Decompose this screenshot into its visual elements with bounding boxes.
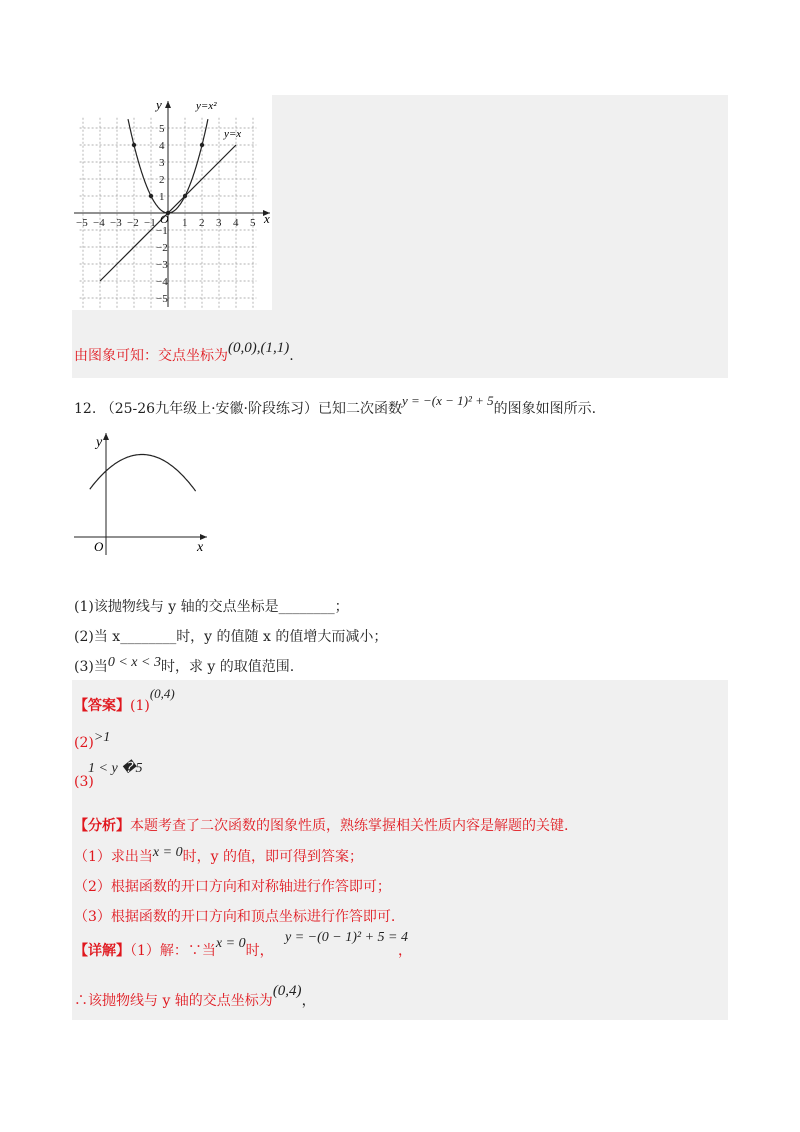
- part1-blank: ________: [278, 599, 335, 615]
- y-tick-label: −2: [156, 242, 168, 254]
- question-part-1: [74, 596, 349, 616]
- part2-text: (2)当 x: [74, 629, 121, 645]
- question-part-3: [74, 656, 294, 676]
- analysis-step-1: [74, 846, 363, 866]
- conclusion-end: .: [289, 348, 294, 364]
- answer-2: [74, 730, 111, 752]
- x-tick-label: −2: [127, 217, 139, 229]
- detail-label: 【详解】: [74, 943, 130, 959]
- detail2-end: ，: [301, 993, 316, 1009]
- conclusion-text: 由图象可知：交点坐标为: [74, 348, 228, 364]
- analysis-text: 本题考查了二次函数的图象性质，熟练掌握相关性质内容是解题的关键.: [130, 818, 569, 834]
- detail1-prefix: （1）解：∵当: [130, 943, 216, 959]
- part2-suffix: 时，y 的值随 x 的值增大而减小；: [176, 629, 388, 645]
- graph-y-eq-x2-and-y-eq-x: [72, 95, 272, 310]
- answer3-prefix: (3): [74, 774, 94, 790]
- question-number: 12.: [74, 401, 97, 417]
- graph1-origin-label: O: [160, 212, 169, 226]
- answer-1: [74, 686, 175, 715]
- graph2-origin-label: O: [94, 539, 104, 554]
- detail-line-2: [74, 983, 316, 1010]
- question-12-header: [74, 393, 597, 418]
- x-tick-label: −5: [76, 217, 88, 229]
- graph1-x-label: x: [264, 211, 270, 226]
- question-part-2: [74, 626, 387, 646]
- question-function: y = −(x − 1)² + 5: [401, 393, 494, 408]
- y-tick-label: 2: [159, 174, 165, 186]
- detail2-math: (0,4): [272, 983, 302, 999]
- y-tick-label: −1: [156, 225, 168, 237]
- question-suffix: 的图象如图所示.: [493, 401, 597, 417]
- detail1-mid: 时，: [245, 943, 274, 959]
- detail-line-1: [74, 936, 274, 960]
- x-tick-label: 4: [233, 217, 239, 229]
- detail2-prefix: ∴该抛物线与 y 轴的交点坐标为: [74, 993, 273, 1009]
- graph1-curve1-label: y=x²: [196, 100, 217, 112]
- x-tick-label: −4: [93, 217, 105, 229]
- y-tick-label: 3: [159, 157, 165, 169]
- part3-suffix: 时，求 y 的取值范围.: [160, 659, 295, 675]
- conclusion-math: (0,0),(1,1): [228, 340, 290, 356]
- step1-prefix: （1）求出当: [74, 849, 153, 865]
- y-tick-label: −4: [156, 276, 168, 288]
- step1-suffix: 时，y 的值，即可得到答案；: [182, 849, 363, 865]
- analysis-step-2: （2）根据函数的开口方向和对称轴进行作答即可；: [74, 879, 391, 895]
- analysis-line: [74, 815, 568, 835]
- x-tick-label: −1: [144, 217, 156, 229]
- detail1-math1: x = 0: [215, 936, 246, 951]
- analysis-step-3: （3）根据函数的开口方向和顶点坐标进行作答即可.: [74, 909, 396, 925]
- y-tick-label: 1: [159, 191, 165, 203]
- part3-math: 0 < x < 3: [107, 655, 161, 670]
- detail1-math2: y = −(0 − 1)² + 5 = 4: [285, 930, 408, 945]
- x-tick-label: 2: [199, 217, 205, 229]
- detail1-end: ，: [398, 943, 412, 959]
- x-tick-label: 5: [250, 217, 256, 229]
- graph2-y-label: y: [96, 435, 103, 450]
- y-tick-label: −3: [156, 259, 168, 271]
- x-tick-label: 3: [216, 217, 222, 229]
- y-tick-label: 4: [159, 140, 165, 152]
- question-source: （25-26九年级上·安徽·阶段练习）已知二次函数: [100, 401, 402, 417]
- answer2-math: >1: [93, 730, 111, 745]
- graph1-curve2-label: y=x: [224, 128, 242, 140]
- answer-label: 【答案】: [74, 698, 130, 714]
- answer1-prefix: (1): [130, 698, 150, 714]
- x-tick-label: −3: [110, 217, 122, 229]
- analysis-label: 【分析】: [74, 818, 130, 834]
- y-tick-label: −5: [156, 293, 168, 305]
- x-tick-label: 1: [182, 217, 188, 229]
- y-tick-label: 5: [159, 123, 165, 135]
- step1-math: x = 0: [152, 845, 183, 860]
- answer1-math: (0,4): [149, 686, 175, 701]
- part2-blank: ________: [120, 629, 177, 645]
- answer3-math: 1 < y �5: [88, 761, 143, 776]
- graph1-y-label: y: [156, 97, 162, 112]
- part3-text: (3)当: [74, 659, 108, 675]
- graph2-x-label: x: [197, 540, 204, 555]
- answer2-prefix: (2): [74, 735, 94, 751]
- conclusion-line: [74, 340, 294, 365]
- graph-parabola: [72, 430, 212, 560]
- part1-text: (1)该抛物线与 y 轴的交点坐标是: [74, 599, 279, 615]
- part1-suffix: ；: [334, 599, 349, 615]
